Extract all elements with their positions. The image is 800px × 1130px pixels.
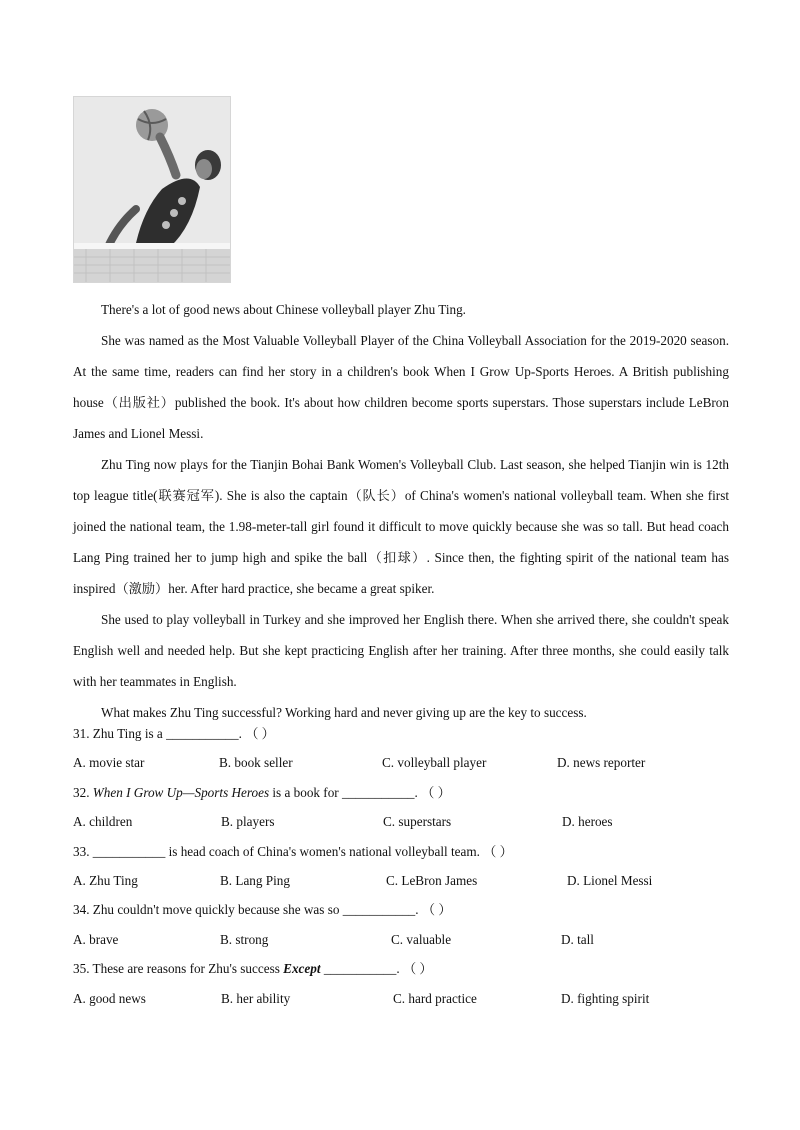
question-list — [73, 719, 729, 1013]
option-a[interactable]: A. Zhu Ting — [73, 872, 138, 888]
paragraph-1: There's a lot of good news about Chinese volleyball player Zhu Ting. — [101, 302, 466, 317]
option-d[interactable]: D. fighting spirit — [561, 990, 650, 1006]
option-c[interactable]: C. superstars — [383, 814, 452, 830]
question-number: 31. — [73, 726, 90, 741]
option-b[interactable]: B. book seller — [219, 755, 293, 771]
question-stem: Zhu Ting is a ___________. （ ） — [92, 726, 275, 741]
question-35-options — [73, 984, 729, 1013]
option-a[interactable]: A. movie star — [73, 755, 145, 771]
option-b[interactable]: B. Lang Ping — [220, 872, 290, 888]
question-32-options — [73, 807, 729, 836]
option-a[interactable]: A. good news — [73, 990, 146, 1006]
question-number: 33. — [73, 843, 90, 859]
question-stem: These are reasons for Zhu's success — [92, 961, 284, 977]
option-b[interactable]: B. strong — [220, 931, 269, 947]
option-c[interactable]: C. LeBron James — [386, 872, 478, 888]
paragraph-5: What makes Zhu Ting successful? Working hard and never giving up are the key to success. — [101, 705, 587, 720]
option-c[interactable]: C. valuable — [391, 931, 452, 947]
option-d[interactable]: D. news reporter — [557, 755, 646, 771]
question-number: 32. — [73, 784, 90, 800]
option-d[interactable]: D. tall — [561, 931, 594, 947]
paragraph-3: Zhu Ting now plays for the Tianjin Bohai Bank Women's Volleyball Club. Last season, she helped Tianjin win is 12th top league title(联赛冠军). She is also the captain（队长）of China's women's national volleyball team. When she first joined the national team, the 1.98-meter-tall girl found it difficult to move quickly because she was so tall. But head coach Lang Ping trained her to jump high and spike the ball（扣球）. Since then, the fighting spirit of the national team has inspired（激励）her. After hard practice, she became a great spiker. — [73, 457, 729, 596]
question-32 — [73, 778, 729, 807]
volleyball-player-photo — [73, 96, 231, 283]
option-d[interactable]: D. Lionel Messi — [567, 872, 653, 888]
question-33-options — [73, 866, 729, 895]
option-a[interactable]: A. children — [73, 814, 133, 830]
volleyball-player-icon — [74, 97, 230, 282]
paragraph-4: She used to play volleyball in Turkey and she improved her English there. When she arrived there, she couldn't speak English well and needed help. But she kept practicing English after her training. After three months, she could easily talk with her teammates in English. — [73, 612, 729, 689]
question-34 — [73, 895, 729, 924]
question-number: 35. — [73, 961, 90, 977]
book-title: When I Grow Up—Sports Heroes — [92, 784, 270, 800]
option-c[interactable]: C. hard practice — [393, 990, 477, 1006]
question-stem: is a book for ___________. （ ） — [269, 784, 451, 800]
option-d[interactable]: D. heroes — [562, 814, 613, 830]
option-b[interactable]: B. players — [221, 814, 275, 830]
question-31 — [73, 719, 729, 748]
question-35 — [73, 954, 729, 983]
question-34-options — [73, 925, 729, 954]
paragraph-2: She was named as the Most Valuable Volleyball Player of the China Volleyball Association for the 2019-2020 season. At the same time, readers can find her story in a children's book When I Grow Up-Sports Heroes. A British publishing house（出版社）published the book. It's about how children become sports superstars. Those superstars include LeBron James and Lionel Messi. — [73, 333, 729, 441]
question-stem: ___________ is head coach of China's women's national volleyball team. （ ） — [92, 843, 513, 859]
question-stem-tail: ___________. （ ） — [320, 961, 433, 977]
option-c[interactable]: C. volleyball player — [382, 755, 487, 771]
question-33 — [73, 837, 729, 866]
question-stem: Zhu couldn't move quickly because she was so ___________. （ ） — [92, 902, 452, 918]
article-passage — [73, 294, 729, 728]
question-31-options — [73, 748, 729, 777]
except-emphasis: Except — [283, 961, 321, 977]
option-b[interactable]: B. her ability — [221, 990, 291, 1006]
option-a[interactable]: A. brave — [73, 931, 119, 947]
question-number: 34. — [73, 902, 90, 918]
